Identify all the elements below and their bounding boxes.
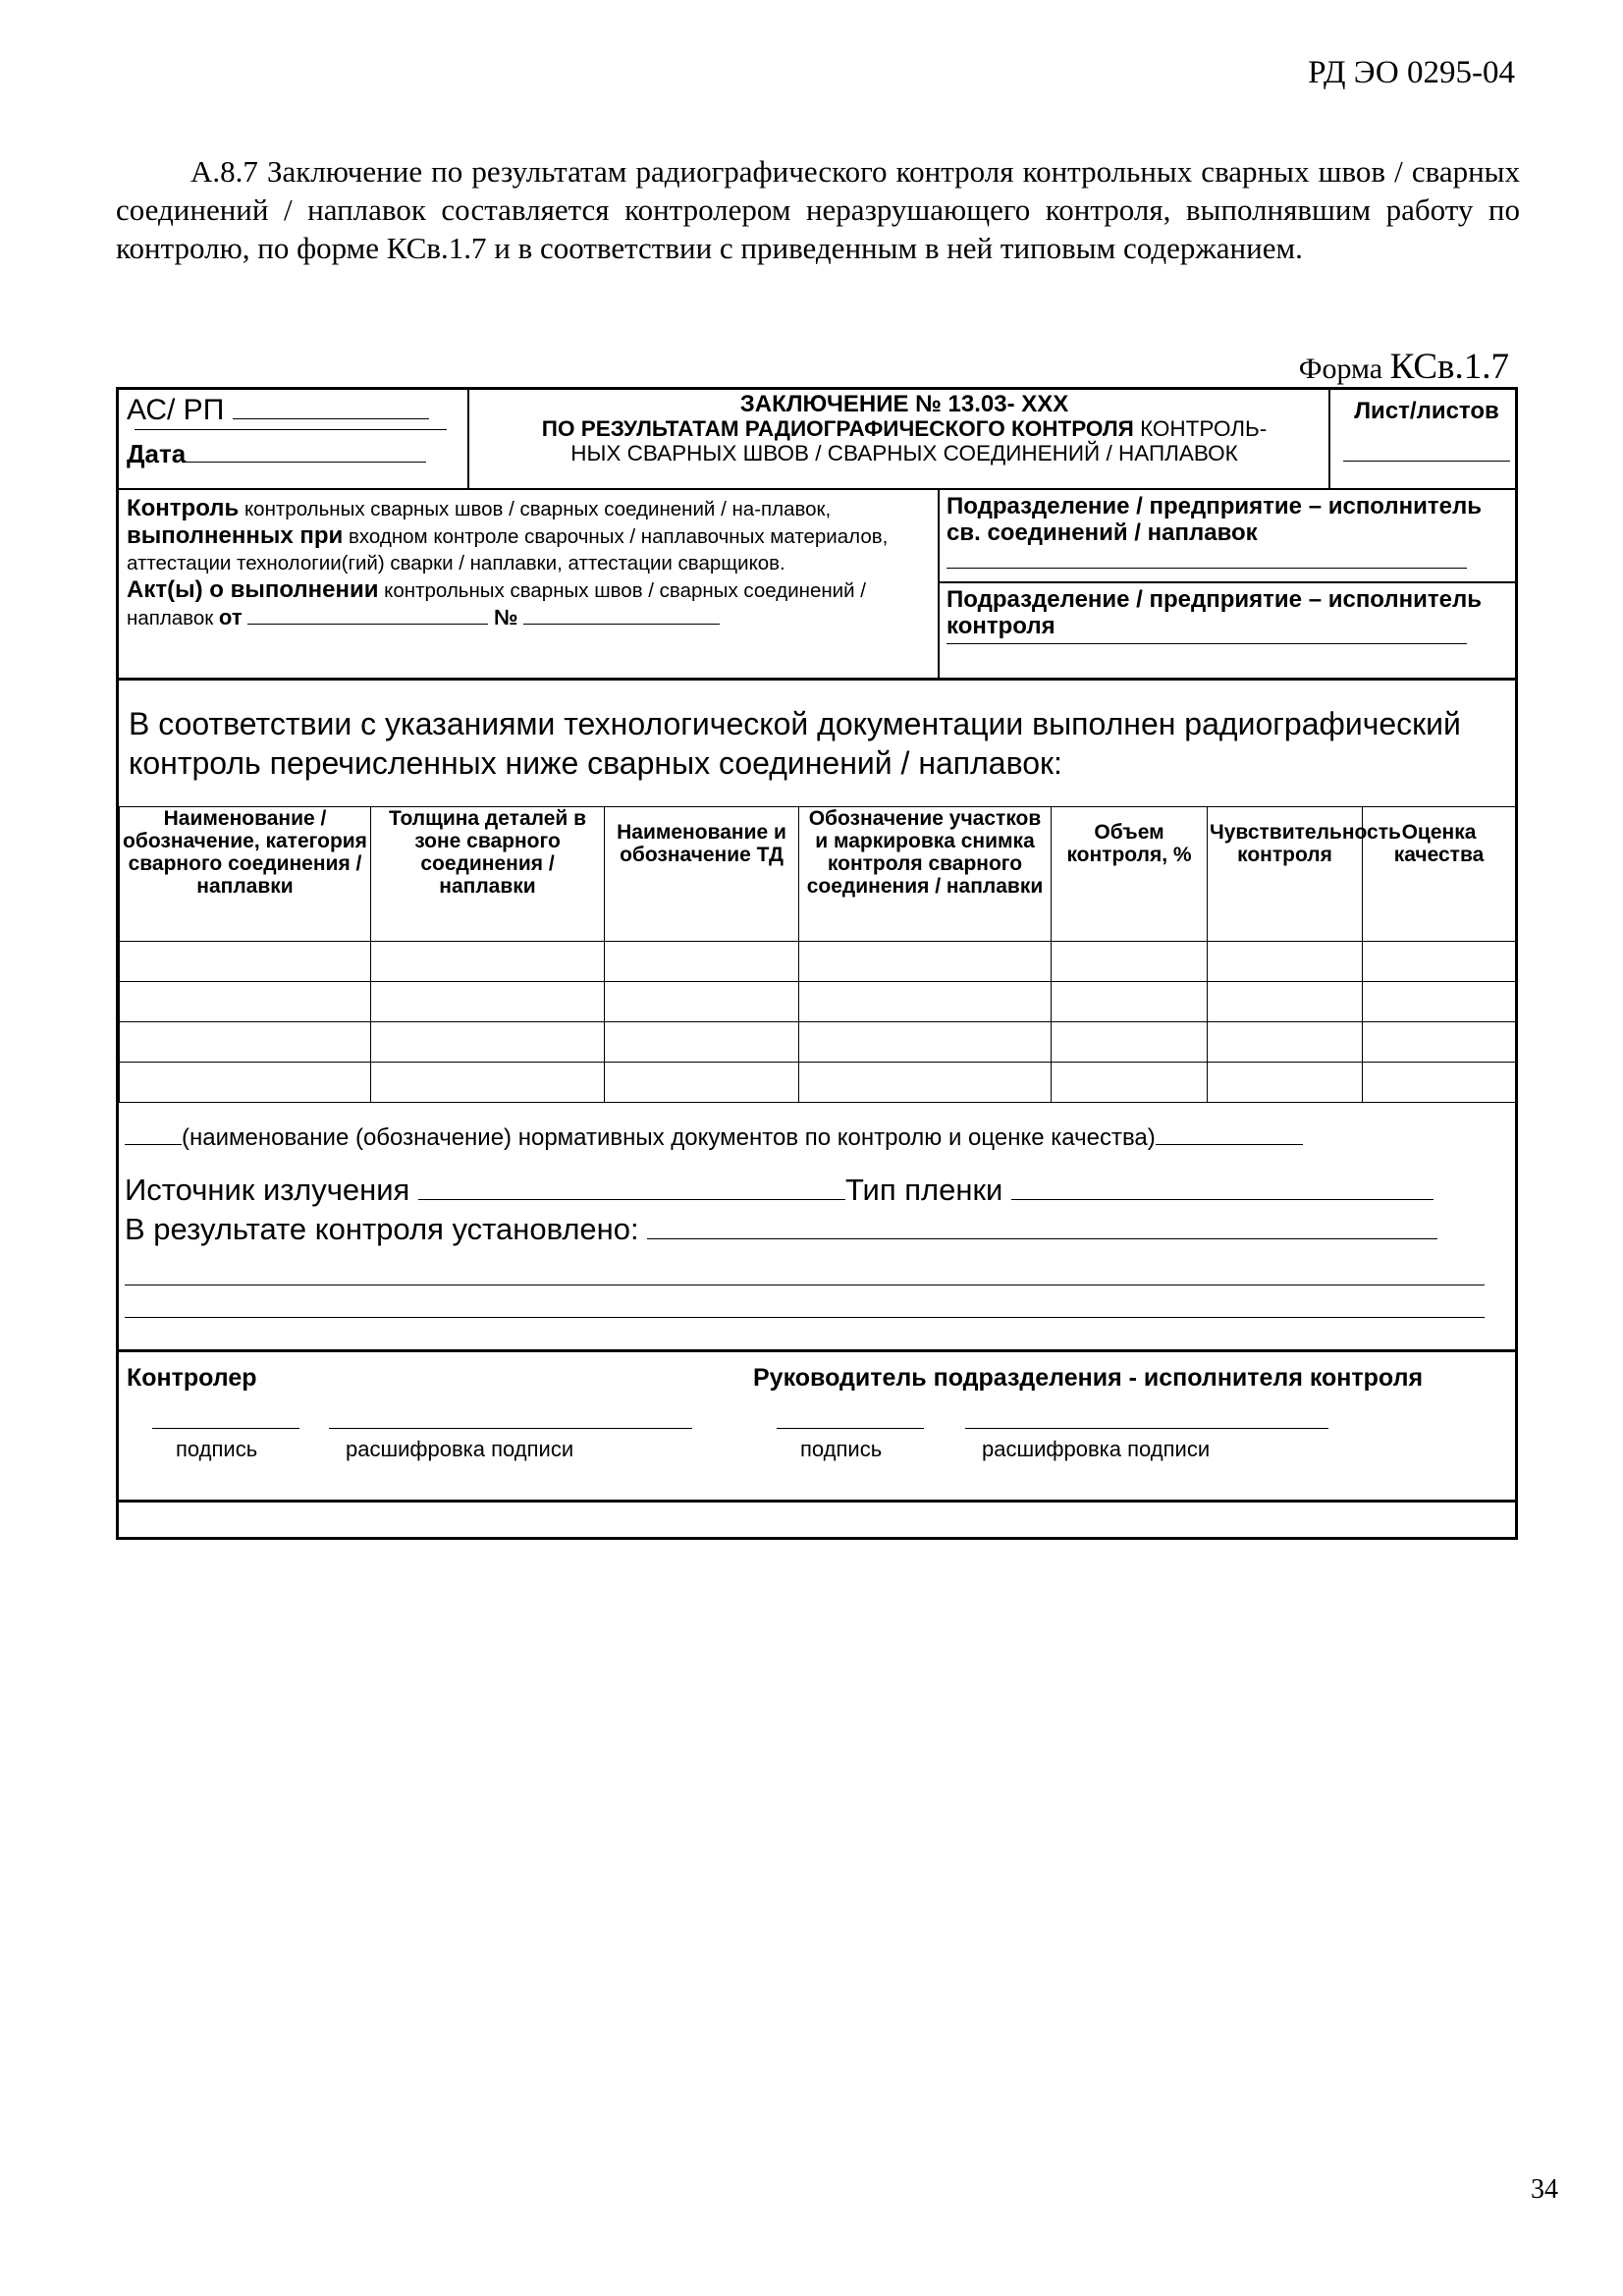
as-rp-label: АС/ РП <box>127 394 225 426</box>
form-label-code: КСв.1.7 <box>1389 347 1509 387</box>
table-cell[interactable] <box>1052 942 1208 982</box>
col-header-sensitivity: Чувствительность контроля <box>1208 807 1363 942</box>
act-from-label: от <box>218 605 243 629</box>
table-cell[interactable] <box>120 1022 371 1063</box>
inspector-decode-caption: расшифровка подписи <box>346 1437 574 1461</box>
table-cell[interactable] <box>799 982 1052 1022</box>
table-cell[interactable] <box>371 982 605 1022</box>
executor-control-field[interactable] <box>947 643 1467 644</box>
table-cell[interactable] <box>1052 1022 1208 1063</box>
table-cell[interactable] <box>1363 1063 1516 1103</box>
statement-text: В соответствии с указаниями технологической документации выполнен радиографический контроль перечисленных ниже сварных соединений / наплавок: <box>129 706 1461 781</box>
welds-table <box>119 806 1516 1103</box>
table-cell[interactable] <box>1363 982 1516 1022</box>
table-row <box>120 1022 1516 1063</box>
form-label-prefix: Форма <box>1298 353 1390 385</box>
film-type-label: Тип пленки <box>844 1173 1003 1207</box>
table-row <box>120 942 1516 982</box>
table-cell[interactable] <box>371 942 605 982</box>
form-title <box>473 392 1335 465</box>
header-divider-left <box>467 390 469 488</box>
title-subject: ПО РЕЗУЛЬТАТАМ РАДИОГРАФИЧЕСКОГО КОНТРОЛЯ <box>541 416 1134 441</box>
table-cell[interactable] <box>1052 1063 1208 1103</box>
control-text-1: контрольных сварных швов / сварных соединений / на-плавок, <box>239 498 832 520</box>
act-date-field[interactable] <box>247 624 488 625</box>
act-number-field[interactable] <box>523 624 720 625</box>
document-code: РД ЭО 0295-04 <box>1308 55 1515 90</box>
table-cell[interactable] <box>1208 1022 1363 1063</box>
act-text: контрольных сварных швов / сварных соединений / наплавок <box>127 579 866 629</box>
film-type-field[interactable] <box>1011 1199 1434 1200</box>
title-number: ЗАКЛЮЧЕНИЕ № 13.03- XXX <box>739 391 1069 417</box>
table-cell[interactable] <box>120 982 371 1022</box>
table-cell[interactable] <box>1208 982 1363 1022</box>
norms-line <box>125 1124 1509 1152</box>
manager-label: Руководитель подразделения - исполнителя контроля <box>753 1364 1424 1392</box>
sheet-cell <box>1336 398 1517 466</box>
executor-weld-label: Подразделение / предприятие – исполнитель св. соединений / наплавок <box>947 493 1482 546</box>
result-extra-line-2[interactable] <box>125 1317 1485 1318</box>
col-header-thickness: Толщина деталей в зоне сварного соединения / наплавки <box>371 807 605 942</box>
as-rp-underline <box>135 429 447 430</box>
table-cell[interactable] <box>120 942 371 982</box>
header-left-cell <box>127 394 460 469</box>
table-cell[interactable] <box>1208 1063 1363 1103</box>
manager-name-field[interactable] <box>965 1428 1328 1429</box>
table-cell[interactable] <box>120 1063 371 1103</box>
header-bottom-line <box>119 488 1515 490</box>
date-label: Дата <box>127 439 187 468</box>
radiation-source-label: Источник излучения <box>125 1173 410 1207</box>
norms-prefix-field[interactable] <box>125 1144 182 1145</box>
source-film-line <box>125 1173 1509 1208</box>
sheet-field[interactable] <box>1343 461 1510 462</box>
table-cell[interactable] <box>799 1063 1052 1103</box>
norms-text: (наименование (обозначение) нормативных документов по контролю и оценке качества) <box>182 1124 1156 1151</box>
title-subject-cont: КОНТРОЛЬ- <box>1133 416 1268 441</box>
control-text-2: входном контроле сварочных / наплавочных материалов, аттестации технологии(гий) сварки / наплавки, аттестации сварщиков. <box>127 525 889 574</box>
table-cell[interactable] <box>605 1022 799 1063</box>
executor-weld-field[interactable] <box>947 546 1467 569</box>
as-rp-field[interactable] <box>233 418 429 419</box>
conclusion-form <box>116 387 1518 1540</box>
table-cell[interactable] <box>605 942 799 982</box>
act-number-label: № <box>494 605 518 629</box>
table-cell[interactable] <box>1208 942 1363 982</box>
inspector-signature-caption: подпись <box>176 1437 258 1461</box>
signatures-top-line <box>119 1349 1515 1352</box>
control-bottom-line <box>119 678 1515 681</box>
page-number: 34 <box>1531 2174 1558 2205</box>
inspector-signature-field[interactable] <box>152 1428 299 1429</box>
col-header-volume: Объем контроля, % <box>1052 807 1208 942</box>
table-cell[interactable] <box>605 1063 799 1103</box>
executors-cell <box>947 493 1511 574</box>
manager-signature-caption: подпись <box>800 1437 883 1461</box>
executors-divider <box>938 581 1515 583</box>
radiation-source-field[interactable] <box>418 1199 845 1200</box>
result-line <box>125 1212 1509 1247</box>
table-cell[interactable] <box>371 1022 605 1063</box>
col-header-name: Наименование / обозначение, категория сварного соединения / наплавки <box>120 807 371 942</box>
table-cell[interactable] <box>799 1022 1052 1063</box>
col-header-td: Наименование и обозначение ТД <box>605 807 799 942</box>
table-cell[interactable] <box>371 1063 605 1103</box>
inspector-label: Контролер <box>127 1364 257 1392</box>
sheet-label: Лист/листов <box>1354 398 1499 424</box>
table-cell[interactable] <box>1052 982 1208 1022</box>
manager-decode-caption: расшифровка подписи <box>982 1437 1211 1461</box>
inspector-name-field[interactable] <box>329 1428 692 1429</box>
result-label: В результате контроля установлено: <box>125 1212 639 1246</box>
table-row <box>120 982 1516 1022</box>
manager-signature-field[interactable] <box>777 1428 924 1429</box>
table-cell[interactable] <box>605 982 799 1022</box>
date-field[interactable] <box>186 462 426 463</box>
title-object: НЫХ СВАРНЫХ ШВОВ / СВАРНЫХ СОЕДИНЕНИЙ / НАПЛАВОК <box>570 441 1238 465</box>
control-bold-2: выполненных при <box>127 522 344 549</box>
control-description <box>127 495 937 631</box>
control-bold-1: Контроль <box>127 495 240 521</box>
table-row <box>120 1063 1516 1103</box>
form-code-label <box>1299 346 1509 388</box>
result-field[interactable] <box>647 1238 1437 1239</box>
table-cell[interactable] <box>1363 1022 1516 1063</box>
act-bold: Акт(ы) о выполнении <box>127 576 379 603</box>
col-header-marking: Обозначение участков и маркировка снимка контроля сварного соединения / наплавки <box>799 807 1052 942</box>
table-cell[interactable] <box>799 942 1052 982</box>
col-header-quality: Оценка качества <box>1363 807 1516 942</box>
executor-control-label: Подразделение / предприятие – исполнитель контроля <box>947 586 1482 639</box>
norms-suffix-field[interactable] <box>1156 1144 1303 1145</box>
table-header-row <box>120 807 1516 942</box>
form-footer-line <box>119 1500 1515 1503</box>
table-cell[interactable] <box>1363 942 1516 982</box>
intro-paragraph: А.8.7 Заключение по результатам радиографического контроля контрольных сварных швов / сварных соединений / наплавок составляется контролером неразрушающего контроля, выполнявшим работу по контролю, по форме КСв.1.7 и в соответствии с приведенным в ней типовым содержанием. <box>116 154 1520 265</box>
